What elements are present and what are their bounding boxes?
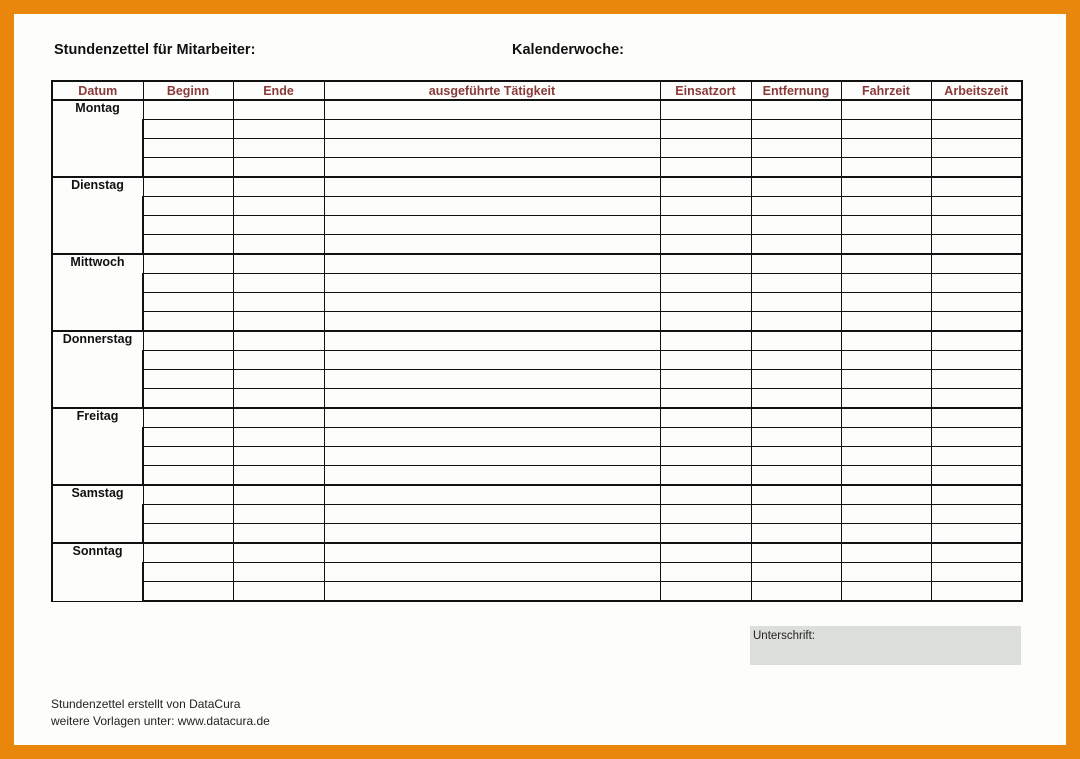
fahrzeit-cell[interactable] xyxy=(841,466,931,486)
fahrzeit-cell[interactable] xyxy=(841,254,931,274)
table-row xyxy=(52,312,1022,332)
einsatzort-cell[interactable] xyxy=(660,120,751,139)
day-label-samstag: Samstag xyxy=(52,485,143,543)
table-row xyxy=(52,197,1022,216)
day-label-dienstag: Dienstag xyxy=(52,177,143,254)
table-row xyxy=(52,177,1022,197)
ende-cell[interactable] xyxy=(233,447,324,466)
fahrzeit-cell[interactable] xyxy=(841,428,931,447)
activity-cell[interactable] xyxy=(324,485,660,505)
arbeitszeit-cell[interactable] xyxy=(931,100,1022,120)
signature-label: Unterschrift: xyxy=(753,630,815,642)
entfernung-cell[interactable] xyxy=(751,428,841,447)
fahrzeit-cell[interactable] xyxy=(841,293,931,312)
day-label-mittwoch: Mittwoch xyxy=(52,254,143,331)
activity-cell[interactable] xyxy=(324,466,660,486)
beginn-cell[interactable] xyxy=(143,524,233,544)
fahrzeit-cell[interactable] xyxy=(841,139,931,158)
fahrzeit-cell[interactable] xyxy=(841,158,931,178)
fahrzeit-cell[interactable] xyxy=(841,100,931,120)
table-row xyxy=(52,563,1022,582)
einsatzort-cell[interactable] xyxy=(660,293,751,312)
ende-cell[interactable] xyxy=(233,524,324,544)
beginn-cell[interactable] xyxy=(143,485,233,505)
einsatzort-cell[interactable] xyxy=(660,197,751,216)
beginn-cell[interactable] xyxy=(143,428,233,447)
fahrzeit-cell[interactable] xyxy=(841,370,931,389)
table-row xyxy=(52,370,1022,389)
col-header-activity: ausgeführte Tätigkeit xyxy=(324,81,660,100)
beginn-cell[interactable] xyxy=(143,351,233,370)
entfernung-cell[interactable] xyxy=(751,485,841,505)
arbeitszeit-cell[interactable] xyxy=(931,254,1022,274)
einsatzort-cell[interactable] xyxy=(660,158,751,178)
einsatzort-cell[interactable] xyxy=(660,274,751,293)
entfernung-cell[interactable] xyxy=(751,351,841,370)
beginn-cell[interactable] xyxy=(143,312,233,332)
fahrzeit-cell[interactable] xyxy=(841,524,931,544)
arbeitszeit-cell[interactable] xyxy=(931,389,1022,409)
activity-cell[interactable] xyxy=(324,389,660,409)
ende-cell[interactable] xyxy=(233,274,324,293)
table-row xyxy=(52,139,1022,158)
ende-cell[interactable] xyxy=(233,158,324,178)
entfernung-cell[interactable] xyxy=(751,254,841,274)
einsatzort-cell[interactable] xyxy=(660,582,751,602)
activity-cell[interactable] xyxy=(324,543,660,563)
arbeitszeit-cell[interactable] xyxy=(931,428,1022,447)
entfernung-cell[interactable] xyxy=(751,100,841,120)
table-row xyxy=(52,235,1022,255)
einsatzort-cell[interactable] xyxy=(660,177,751,197)
activity-cell[interactable] xyxy=(324,447,660,466)
day-label-sonntag: Sonntag xyxy=(52,543,143,601)
arbeitszeit-cell[interactable] xyxy=(931,485,1022,505)
entfernung-cell[interactable] xyxy=(751,370,841,389)
fahrzeit-cell[interactable] xyxy=(841,197,931,216)
fahrzeit-cell[interactable] xyxy=(841,216,931,235)
ende-cell[interactable] xyxy=(233,331,324,351)
day-label-freitag: Freitag xyxy=(52,408,143,485)
einsatzort-cell[interactable] xyxy=(660,254,751,274)
arbeitszeit-cell[interactable] xyxy=(931,274,1022,293)
arbeitszeit-cell[interactable] xyxy=(931,293,1022,312)
fahrzeit-cell[interactable] xyxy=(841,389,931,409)
ende-cell[interactable] xyxy=(233,485,324,505)
arbeitszeit-cell[interactable] xyxy=(931,158,1022,178)
activity-cell[interactable] xyxy=(324,351,660,370)
einsatzort-cell[interactable] xyxy=(660,331,751,351)
beginn-cell[interactable] xyxy=(143,158,233,178)
entfernung-cell[interactable] xyxy=(751,447,841,466)
arbeitszeit-cell[interactable] xyxy=(931,524,1022,544)
activity-cell[interactable] xyxy=(324,177,660,197)
ende-cell[interactable] xyxy=(233,370,324,389)
day-label-donnerstag: Donnerstag xyxy=(52,331,143,408)
arbeitszeit-cell[interactable] xyxy=(931,505,1022,524)
einsatzort-cell[interactable] xyxy=(660,563,751,582)
col-header-entfernung: Entfernung xyxy=(751,81,841,100)
arbeitszeit-cell[interactable] xyxy=(931,351,1022,370)
table-body xyxy=(52,100,1022,601)
activity-cell[interactable] xyxy=(324,408,660,428)
entfernung-cell[interactable] xyxy=(751,120,841,139)
footer-credit: Stundenzettel erstellt von DataCura xyxy=(51,697,241,711)
beginn-cell[interactable] xyxy=(143,466,233,486)
ende-cell[interactable] xyxy=(233,563,324,582)
beginn-cell[interactable] xyxy=(143,120,233,139)
arbeitszeit-cell[interactable] xyxy=(931,216,1022,235)
day-label-montag: Montag xyxy=(52,100,143,177)
fahrzeit-cell[interactable] xyxy=(841,312,931,332)
fahrzeit-cell[interactable] xyxy=(841,235,931,255)
einsatzort-cell[interactable] xyxy=(660,447,751,466)
ende-cell[interactable] xyxy=(233,254,324,274)
fahrzeit-cell[interactable] xyxy=(841,331,931,351)
ende-cell[interactable] xyxy=(233,177,324,197)
fahrzeit-cell[interactable] xyxy=(841,120,931,139)
fahrzeit-cell[interactable] xyxy=(841,505,931,524)
table-row xyxy=(52,485,1022,505)
einsatzort-cell[interactable] xyxy=(660,351,751,370)
ende-cell[interactable] xyxy=(233,351,324,370)
beginn-cell[interactable] xyxy=(143,254,233,274)
table-row xyxy=(52,428,1022,447)
activity-cell[interactable] xyxy=(324,293,660,312)
einsatzort-cell[interactable] xyxy=(660,428,751,447)
einsatzort-cell[interactable] xyxy=(660,370,751,389)
beginn-cell[interactable] xyxy=(143,100,233,120)
table-row xyxy=(52,158,1022,178)
fahrzeit-cell[interactable] xyxy=(841,274,931,293)
col-header-einsatzort: Einsatzort xyxy=(660,81,751,100)
einsatzort-cell[interactable] xyxy=(660,389,751,409)
activity-cell[interactable] xyxy=(324,312,660,332)
entfernung-cell[interactable] xyxy=(751,331,841,351)
employee-label: Stundenzettel für Mitarbeiter: xyxy=(54,42,256,58)
einsatzort-cell[interactable] xyxy=(660,466,751,486)
activity-cell[interactable] xyxy=(324,100,660,120)
arbeitszeit-cell[interactable] xyxy=(931,235,1022,255)
fahrzeit-cell[interactable] xyxy=(841,177,931,197)
entfernung-cell[interactable] xyxy=(751,216,841,235)
activity-cell[interactable] xyxy=(324,254,660,274)
signature-box[interactable] xyxy=(750,626,1021,665)
footer-more-templates: weitere Vorlagen unter: www.datacura.de xyxy=(51,714,270,728)
beginn-cell[interactable] xyxy=(143,274,233,293)
table-row xyxy=(52,293,1022,312)
entfernung-cell[interactable] xyxy=(751,505,841,524)
calendar-week-label: Kalenderwoche: xyxy=(512,42,624,58)
ende-cell[interactable] xyxy=(233,197,324,216)
arbeitszeit-cell[interactable] xyxy=(931,447,1022,466)
table-row xyxy=(52,582,1022,602)
ende-cell[interactable] xyxy=(233,389,324,409)
ende-cell[interactable] xyxy=(233,216,324,235)
fahrzeit-cell[interactable] xyxy=(841,485,931,505)
activity-cell[interactable] xyxy=(324,197,660,216)
beginn-cell[interactable] xyxy=(143,370,233,389)
activity-cell[interactable] xyxy=(324,158,660,178)
beginn-cell[interactable] xyxy=(143,408,233,428)
ende-cell[interactable] xyxy=(233,293,324,312)
fahrzeit-cell[interactable] xyxy=(841,563,931,582)
activity-cell[interactable] xyxy=(324,331,660,351)
arbeitszeit-cell[interactable] xyxy=(931,408,1022,428)
table-row xyxy=(52,351,1022,370)
table-header-row xyxy=(52,81,1022,100)
activity-cell[interactable] xyxy=(324,582,660,602)
table-row xyxy=(52,543,1022,563)
arbeitszeit-cell[interactable] xyxy=(931,466,1022,486)
ende-cell[interactable] xyxy=(233,100,324,120)
table-row xyxy=(52,505,1022,524)
beginn-cell[interactable] xyxy=(143,543,233,563)
ende-cell[interactable] xyxy=(233,582,324,602)
timesheet-table xyxy=(51,80,1023,602)
arbeitszeit-cell[interactable] xyxy=(931,370,1022,389)
arbeitszeit-cell[interactable] xyxy=(931,177,1022,197)
table-row xyxy=(52,466,1022,486)
table-row xyxy=(52,254,1022,274)
entfernung-cell[interactable] xyxy=(751,389,841,409)
arbeitszeit-cell[interactable] xyxy=(931,582,1022,602)
beginn-cell[interactable] xyxy=(143,447,233,466)
col-header-beginn: Beginn xyxy=(143,81,233,100)
beginn-cell[interactable] xyxy=(143,582,233,602)
table-row xyxy=(52,524,1022,544)
einsatzort-cell[interactable] xyxy=(660,408,751,428)
ende-cell[interactable] xyxy=(233,235,324,255)
einsatzort-cell[interactable] xyxy=(660,139,751,158)
einsatzort-cell[interactable] xyxy=(660,543,751,563)
col-header-ende: Ende xyxy=(233,81,324,100)
activity-cell[interactable] xyxy=(324,120,660,139)
table-row xyxy=(52,120,1022,139)
beginn-cell[interactable] xyxy=(143,505,233,524)
beginn-cell[interactable] xyxy=(143,139,233,158)
einsatzort-cell[interactable] xyxy=(660,216,751,235)
table-row xyxy=(52,216,1022,235)
timesheet-page xyxy=(14,14,1066,745)
activity-cell[interactable] xyxy=(324,139,660,158)
table-row xyxy=(52,100,1022,120)
einsatzort-cell[interactable] xyxy=(660,505,751,524)
entfernung-cell[interactable] xyxy=(751,177,841,197)
activity-cell[interactable] xyxy=(324,274,660,293)
activity-cell[interactable] xyxy=(324,428,660,447)
entfernung-cell[interactable] xyxy=(751,524,841,544)
table-row xyxy=(52,447,1022,466)
beginn-cell[interactable] xyxy=(143,293,233,312)
fahrzeit-cell[interactable] xyxy=(841,351,931,370)
activity-cell[interactable] xyxy=(324,235,660,255)
entfernung-cell[interactable] xyxy=(751,466,841,486)
entfernung-cell[interactable] xyxy=(751,293,841,312)
ende-cell[interactable] xyxy=(233,466,324,486)
entfernung-cell[interactable] xyxy=(751,139,841,158)
beginn-cell[interactable] xyxy=(143,331,233,351)
table-row xyxy=(52,274,1022,293)
activity-cell[interactable] xyxy=(324,370,660,389)
ende-cell[interactable] xyxy=(233,312,324,332)
beginn-cell[interactable] xyxy=(143,563,233,582)
entfernung-cell[interactable] xyxy=(751,158,841,178)
ende-cell[interactable] xyxy=(233,543,324,563)
col-header-fahrzeit: Fahrzeit xyxy=(841,81,931,100)
col-header-datum: Datum xyxy=(52,81,143,100)
col-header-arbeitszeit: Arbeitszeit xyxy=(931,81,1022,100)
arbeitszeit-cell[interactable] xyxy=(931,312,1022,332)
arbeitszeit-cell[interactable] xyxy=(931,120,1022,139)
activity-cell[interactable] xyxy=(324,563,660,582)
ende-cell[interactable] xyxy=(233,120,324,139)
einsatzort-cell[interactable] xyxy=(660,235,751,255)
fahrzeit-cell[interactable] xyxy=(841,543,931,563)
entfernung-cell[interactable] xyxy=(751,408,841,428)
beginn-cell[interactable] xyxy=(143,177,233,197)
entfernung-cell[interactable] xyxy=(751,235,841,255)
beginn-cell[interactable] xyxy=(143,197,233,216)
fahrzeit-cell[interactable] xyxy=(841,447,931,466)
arbeitszeit-cell[interactable] xyxy=(931,331,1022,351)
ende-cell[interactable] xyxy=(233,505,324,524)
arbeitszeit-cell[interactable] xyxy=(931,563,1022,582)
beginn-cell[interactable] xyxy=(143,216,233,235)
ende-cell[interactable] xyxy=(233,139,324,158)
beginn-cell[interactable] xyxy=(143,235,233,255)
einsatzort-cell[interactable] xyxy=(660,312,751,332)
activity-cell[interactable] xyxy=(324,524,660,544)
entfernung-cell[interactable] xyxy=(751,274,841,293)
table-row xyxy=(52,331,1022,351)
entfernung-cell[interactable] xyxy=(751,543,841,563)
entfernung-cell[interactable] xyxy=(751,563,841,582)
einsatzort-cell[interactable] xyxy=(660,524,751,544)
einsatzort-cell[interactable] xyxy=(660,100,751,120)
einsatzort-cell[interactable] xyxy=(660,485,751,505)
table-row xyxy=(52,389,1022,409)
entfernung-cell[interactable] xyxy=(751,312,841,332)
activity-cell[interactable] xyxy=(324,505,660,524)
fahrzeit-cell[interactable] xyxy=(841,582,931,602)
fahrzeit-cell[interactable] xyxy=(841,408,931,428)
entfernung-cell[interactable] xyxy=(751,582,841,602)
activity-cell[interactable] xyxy=(324,216,660,235)
arbeitszeit-cell[interactable] xyxy=(931,139,1022,158)
table-row xyxy=(52,408,1022,428)
ende-cell[interactable] xyxy=(233,428,324,447)
entfernung-cell[interactable] xyxy=(751,197,841,216)
arbeitszeit-cell[interactable] xyxy=(931,197,1022,216)
ende-cell[interactable] xyxy=(233,408,324,428)
beginn-cell[interactable] xyxy=(143,389,233,409)
arbeitszeit-cell[interactable] xyxy=(931,543,1022,563)
